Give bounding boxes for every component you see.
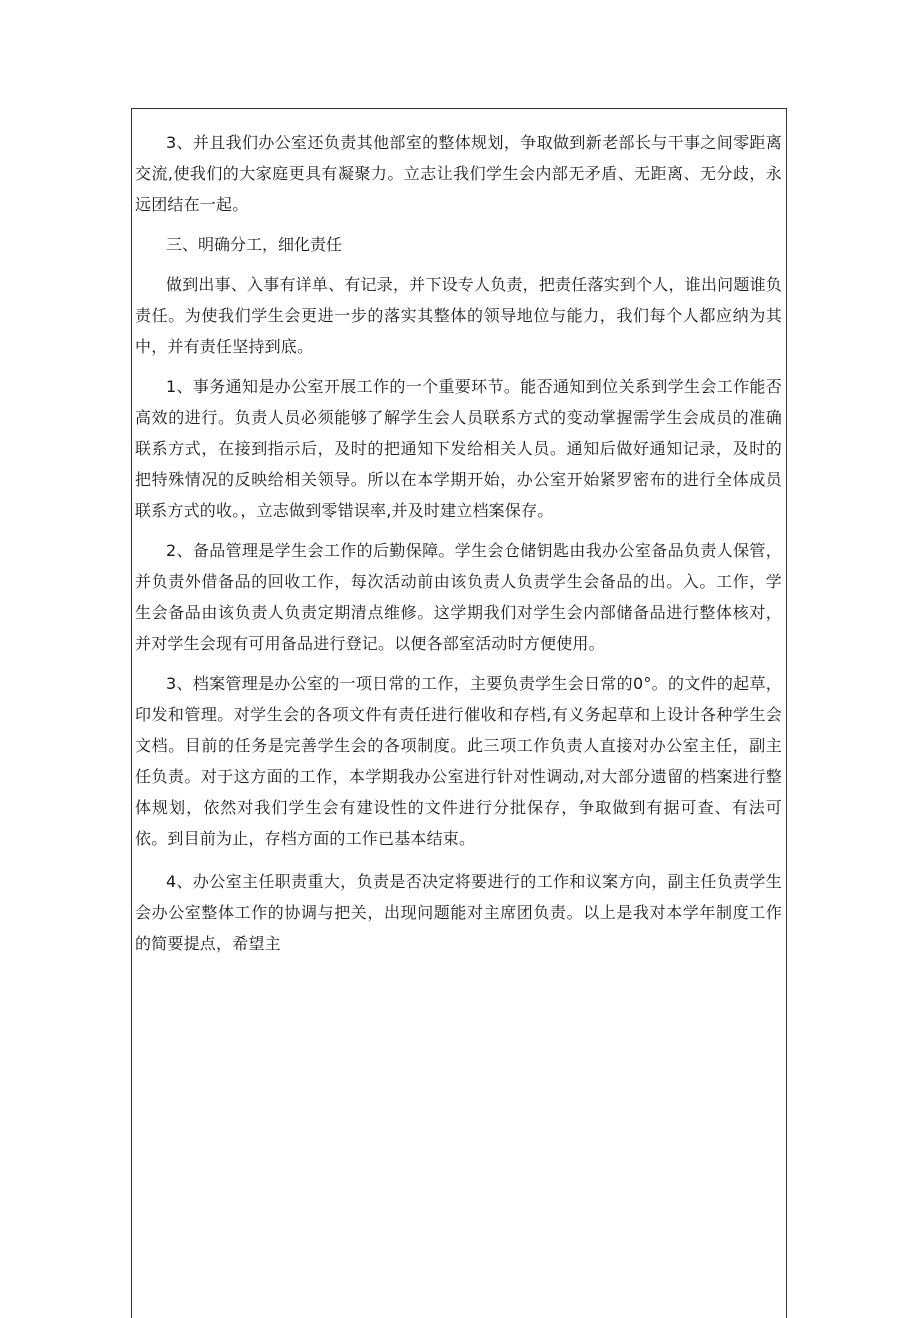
paragraph-item-3-archives: 3、档案管理是办公室的一项日常的工作，主要负责学生会日常的0°。的文件的起草，印发和管理。对学生会的各项文件有责任进行催收和存档,有义务起草和上设计各种学生会文档。目前的任务是完善学生会的各项制度。此三项工作负责人直接对办公室主任，副主任负责。对于这方面的工作，本学期我办公室进行针对性调动,对大部分遗留的档案进行整体规划，依然对我们学生会有建设性的文件进行分批保存，争取做到有据可查、有法可依。到目前为止，存档方面的工作已基本结束。 [135,674,782,848]
paragraph-item-2-supplies: 2、备品管理是学生会工作的后勤保障。学生会仓储钥匙由我办公室备品负责人保管，并负责外借备品的回收工作，每次活动前由该负责人负责学生会备品的出。入。工作，学生会备品由该负责人负责定期清点维修。这学期我们对学生会内部储备品进行整体核对，并对学生会现有可用备品进行登记。以便各部室活动时方便使用。 [135,541,782,653]
document-body [133,127,784,959]
section-heading-3: 三、明确分工，细化责任 [166,235,343,254]
paragraph-item-3-planning: 3、并且我们办公室还负责其他部室的整体规划，争取做到新老部长与干事之间零距离交流,使我们的大家庭更具有凝聚力。立志让我们学生会内部无矛盾、无距离、无分歧，永远团结在一起。 [135,133,782,214]
paragraph-item-4-director: 4、办公室主任职责重大，负责是否决定将要进行的工作和议案方向，副主任负责学生会办公室整体工作的协调与把关，出现问题能对主席团负责。以上是我对本学年制度工作的简要提点，希望主 [135,872,782,953]
paragraph-item-1-notification: 1、事务通知是办公室开展工作的一个重要环节。能否通知到位关系到学生会工作能否高效的进行。负责人员必须能够了解学生会人员联系方式的变动掌握需学生会成员的准确联系方式，在接到指示后，及时的把通知下发给相关人员。通知后做好通知记录，及时的把特殊情况的反映给相关领导。所以在本学期开始，办公室开始紧罗密布的进行全体成员联系方式的收。，立志做到零错误率,并及时建立档案保存。 [135,377,782,520]
paragraph-responsibility: 做到出事、入事有详单、有记录，并下设专人负责，把责任落实到个人，谁出问题谁负责任。为使我们学生会更进一步的落实其整体的领导地位与能力，我们每个人都应纳为其中，并有责任坚持到底。 [135,275,782,356]
